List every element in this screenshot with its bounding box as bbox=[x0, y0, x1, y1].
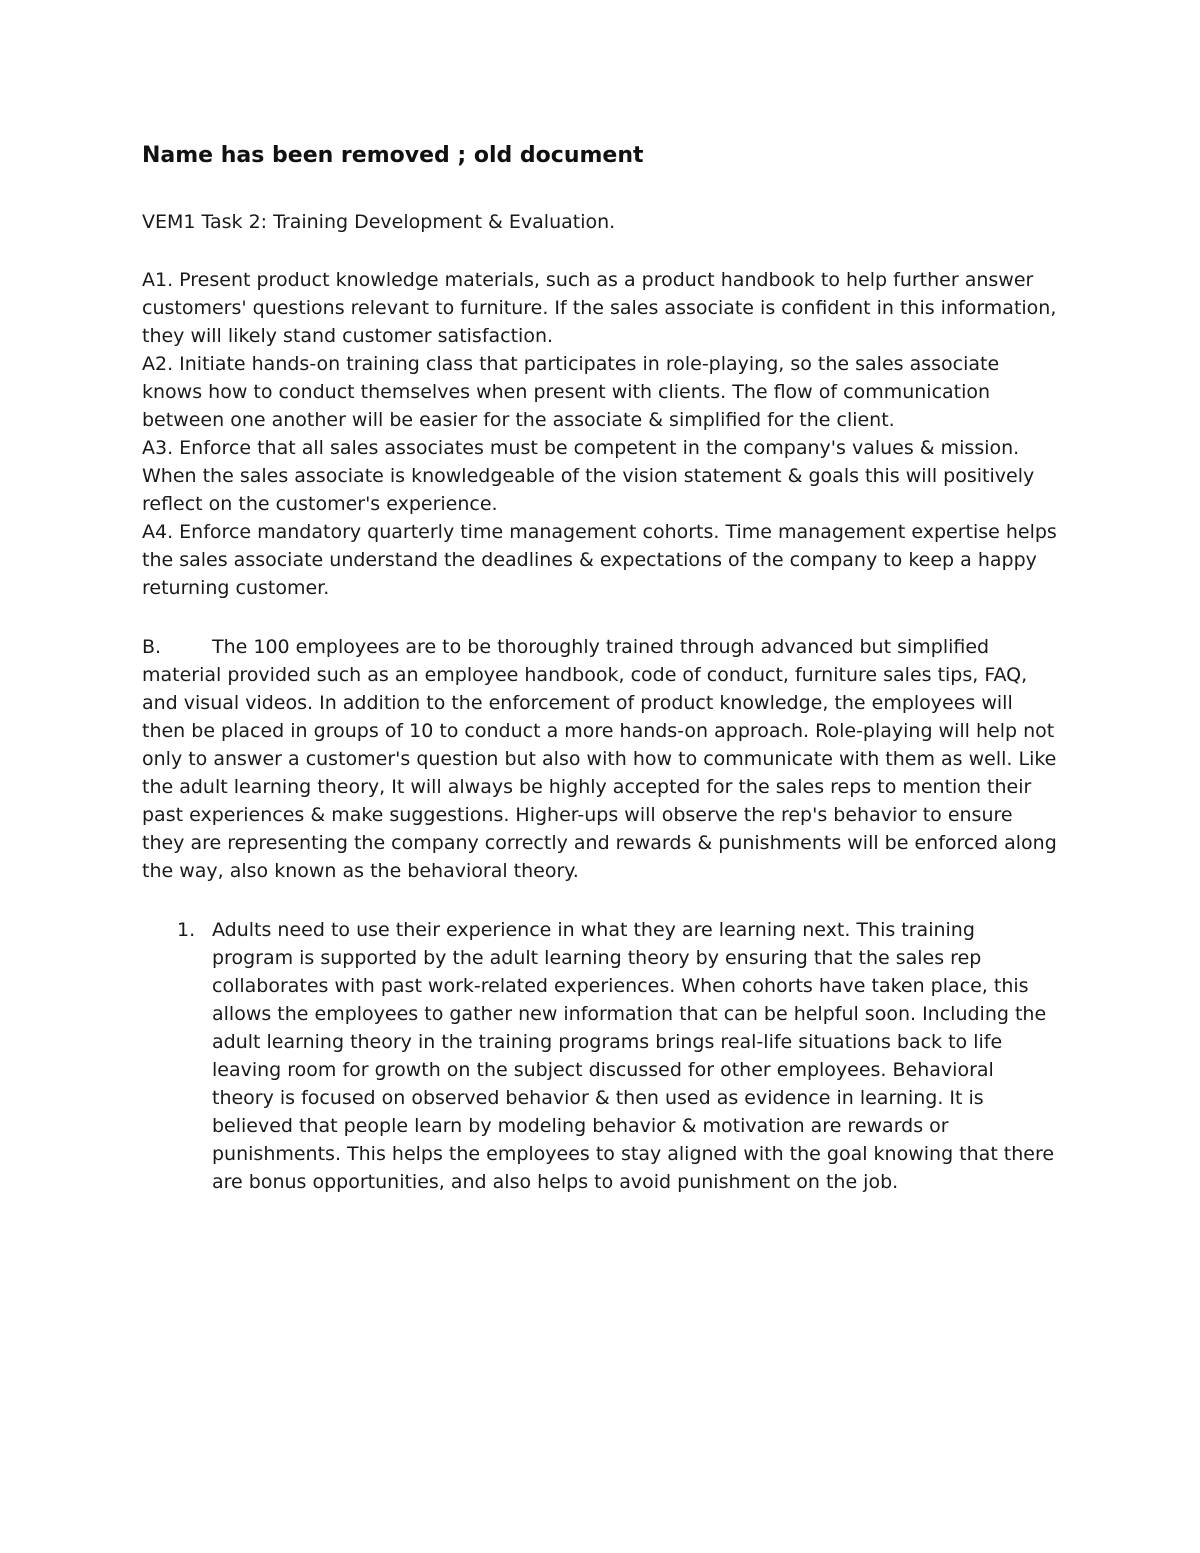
document-page bbox=[142, 138, 1060, 1196]
paragraph-a1: A1. Present product knowledge materials, such as a product handbook to help further answer customers' questions relevant to furniture. If the sales associate is confident in this information, they will likely stand customer satisfaction. bbox=[142, 269, 1057, 347]
section-b-label: B. bbox=[142, 636, 162, 658]
list-item-number: 1. bbox=[177, 919, 196, 941]
section-b-text: The 100 employees are to be thoroughly trained through advanced but simplified material provided such as an employee handbook, code of conduct, furniture sales tips, FAQ, and visual videos. In addition to the enforcement of product knowledge, the employees will then be placed in groups of 10 to conduct a more hands-on approach. Role-playing will help not only to answer a customer's question but also with how to communicate with them as well. Like the adult learning theory, It will always be highly accepted for the sales reps to mention their past experiences & make suggestions. Higher-ups will observe the rep's behavior to ensure they are representing the company correctly and rewards & punishments will be enforced along the way, also known as the behavioral theory. bbox=[142, 636, 1057, 882]
document-title: Name has been removed ; old document bbox=[142, 143, 644, 168]
paragraph-a3: A3. Enforce that all sales associates must be competent in the company's values & mission. When the sales associate is knowledgeable of the vision statement & goals this will positively reflect on the customer's experience. bbox=[142, 437, 1035, 515]
document-subtitle: VEM1 Task 2: Training Development & Evaluation. bbox=[142, 211, 616, 233]
section-b-paragraph bbox=[142, 633, 1060, 885]
list-item bbox=[142, 916, 1060, 1196]
a-items-block bbox=[142, 266, 1060, 602]
list-item-text: Adults need to use their experience in what they are learning next. This training program is supported by the adult learning theory by ensuring that the sales rep collaborates with past work-related experiences. When cohorts have taken place, this allows the employees to gather new information that can be helpful soon. Including the adult learning theory in the training programs brings real-life situations back to life leaving room for growth on the subject discussed for other employees. Behavioral theory is focused on observed behavior & then used as evidence in learning. It is believed that people learn by modeling behavior & motivation are rewards or punishments. This helps the employees to stay aligned with the goal knowing that there are bonus opportunities, and also helps to avoid punishment on the job. bbox=[212, 919, 1055, 1193]
paragraph-a2: A2. Initiate hands-on training class that participates in role-playing, so the sales associate knows how to conduct themselves when present with clients. The flow of communication between one another will be easier for the associate & simplified for the client. bbox=[142, 353, 1000, 431]
numbered-list bbox=[142, 916, 1060, 1196]
paragraph-a4: A4. Enforce mandatory quarterly time management cohorts. Time management expertise helps the sales associate understand the deadlines & expectations of the company to keep a happy returning customer. bbox=[142, 521, 1057, 599]
